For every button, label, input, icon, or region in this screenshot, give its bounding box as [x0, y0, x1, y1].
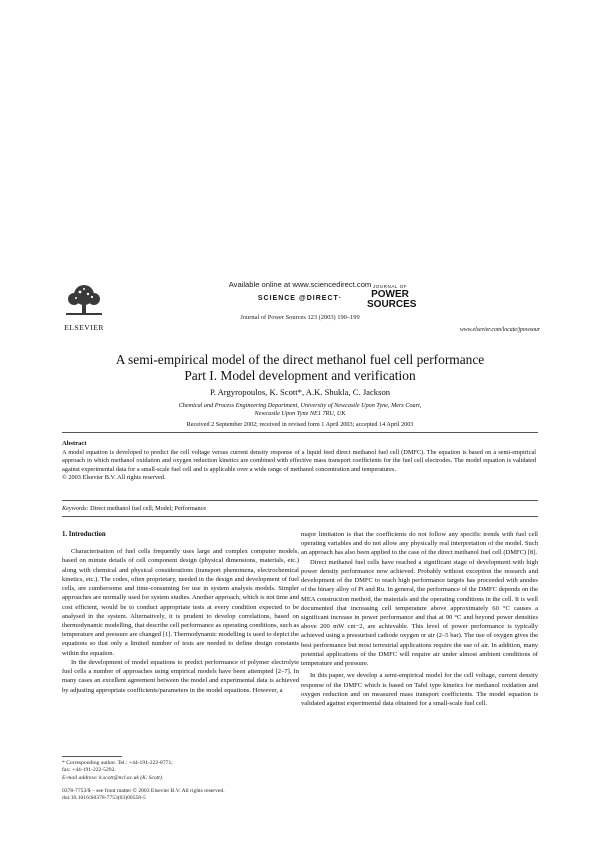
journal-logo-small: JOURNAL OF: [372, 284, 408, 289]
abstract-text: A model equation is developed to predict the cell voltage versus current density response of a liquid feed direct methanol fuel cell (DMFC). The equation is based on a semi-empirical approach in which methanol oxidation and oxygen reduction kinetics are combined with effective mass transport coefficients for the fuel cell electrodes. The model equation is validated against experimental data for a small-scale fuel cell and is applicable over a wide range of methanol concentration and temperatures.: [62, 449, 536, 473]
footnote-rule: [62, 756, 122, 757]
left-column: [62, 530, 299, 695]
abstract-body: [62, 449, 536, 482]
author-list: P. Argyropoulos, K. Scott*, A.K. Shukla, C. Jackson: [209, 387, 391, 397]
right-column: [301, 530, 538, 708]
footnote-line-2: fax: +44-191-222-5292.: [62, 767, 116, 774]
abstract-copyright: © 2003 Elsevier B.V. All rights reserved.: [62, 473, 166, 481]
title-line-2: Part I. Model development and verification: [184, 368, 416, 383]
affiliation-line-1: Chemical and Process Engineering Department, University of Newcastle Upon Tyne, Merz Court,: [178, 402, 422, 409]
available-online-text: Available online at www.sciencedirect.com: [228, 280, 372, 289]
affiliation: [120, 402, 480, 418]
paragraph: In the development of model equations to predict performance of polymer electrolyte fuel cells a number of approaches using empirical models have been attempted [2–7]. In many cases an excellent agreement between the model and experimental data is achieved by adjusting appropriate coefficients/parameters in the model equations. However, a: [62, 658, 299, 694]
paragraph: In this paper, we develop a semi-empirical model for the cell voltage, current density response of the DMFC which is based on Tafel type kinetics for methanol oxidation and oxygen reduction and on measured mass transport coefficients. The model equation is validated against experimental data obtained for a small-scale fuel cell.: [301, 672, 538, 707]
journal-logo: [364, 284, 416, 318]
footnote-line-1: * Corresponding author. Tel.: +44-191-222-8771;: [62, 760, 173, 766]
abstract-heading: Abstract: [62, 440, 87, 447]
journal-reference: Journal of Power Sources 123 (2003) 190–199: [240, 314, 360, 321]
paragraph: major limitation is that the coefficients do not follow any specific trends with fuel cell operating variables and do not allow any physically real interpretation of the model. Such an approach has also been applied to the case of the direct methanol fuel cell (DMFC) [8].: [301, 531, 538, 557]
journal-website[interactable]: www.elsevier.com/locate/jpowsour: [459, 327, 540, 333]
title-line-1: A semi-empirical model of the direct methanol fuel cell performance: [115, 352, 485, 367]
affiliation-line-2: Newcastle Upon Tyne NE1 7RU, UK: [254, 410, 346, 417]
publisher-name: ELSEVIER: [64, 323, 104, 332]
issn-line: 0378-7753/$ – see front matter © 2003 Elsevier B.V. All rights reserved.: [62, 788, 225, 794]
doi-line: doi:10.1016/S0378-7753(03)00558-5: [62, 795, 146, 802]
divider-top: [62, 432, 538, 433]
publisher-logo: [62, 283, 106, 332]
paragraph: Characterisation of fuel cells frequently uses large and complex computer models, based on minute details of cell component design (physical dimensions, materials, etc.) along with chemical and physical considerations (transport phenomena, electrochemical kinetics, etc.). The codes, often proprietary, needed in the design and development of fuel cells, are cumbersome and time-consuming for use in system analysis models. Simpler approaches are normally used for system studies. Another approach, which is not time and cost efficient, would be to conduct appropriate tests at every condition expected to be analysed in the system. Alternatively, it is prudent to develop correlations, based on thermodynamic modelling, that describe cell performance as operating conditions, such as temperature and pressure are changed [1]. Thermodynamic modelling is used to depict the equations so that only a limited number of tests are needed to define design constants within the equation.: [62, 548, 299, 657]
paragraph: Direct methanol fuel cells have reached a significant stage of development with high power density performance now achieved. Probably without exception the research and development of the DMFC to reach high performance targets has proceeded with anodes of the binary alloy of Pt and Ru. In general, the performance of the DMFC depends on the MEA construction method, the materials and the operating conditions in the cell. It is well documented that increasing cell temperature above approximately 60 °C causes a significant increase in power performance and that at 90 °C and beyond power densities above 200 mW cm−2, are achievable. This level of power performance is typically achieved using a pressurised cathode oxygen or air (2–5 bar). The use of oxygen gives the best performance but most terrestrial applications require the use of air. In addition, many potential applications of the DMFC will require air under almost ambient conditions of temperature and pressure.: [301, 558, 538, 668]
footnote-line-3: E-mail address: k.scott@ncl.ac.uk (K. Scott).: [62, 774, 164, 781]
article-title: [40, 352, 560, 384]
section-heading-introduction: 1. Introduction: [62, 531, 106, 538]
divider-bottom: [62, 516, 538, 517]
sciencedirect-logo: SCIENCE @DIRECT·: [257, 295, 343, 302]
journal-logo-big: POWER SOURCES: [367, 289, 417, 310]
keywords-text: Direct methanol fuel cell; Model; Performance: [90, 505, 207, 512]
keywords: [62, 505, 536, 512]
issn-block: [62, 788, 342, 803]
elsevier-tree-icon: [62, 283, 106, 317]
keywords-label: Keywords:: [62, 505, 89, 512]
footnote: [62, 760, 299, 782]
divider-keywords: [62, 500, 538, 501]
received-dates: Received 2 September 2002; received in revised form 1 April 2003; accepted 14 April 2003: [186, 421, 414, 428]
